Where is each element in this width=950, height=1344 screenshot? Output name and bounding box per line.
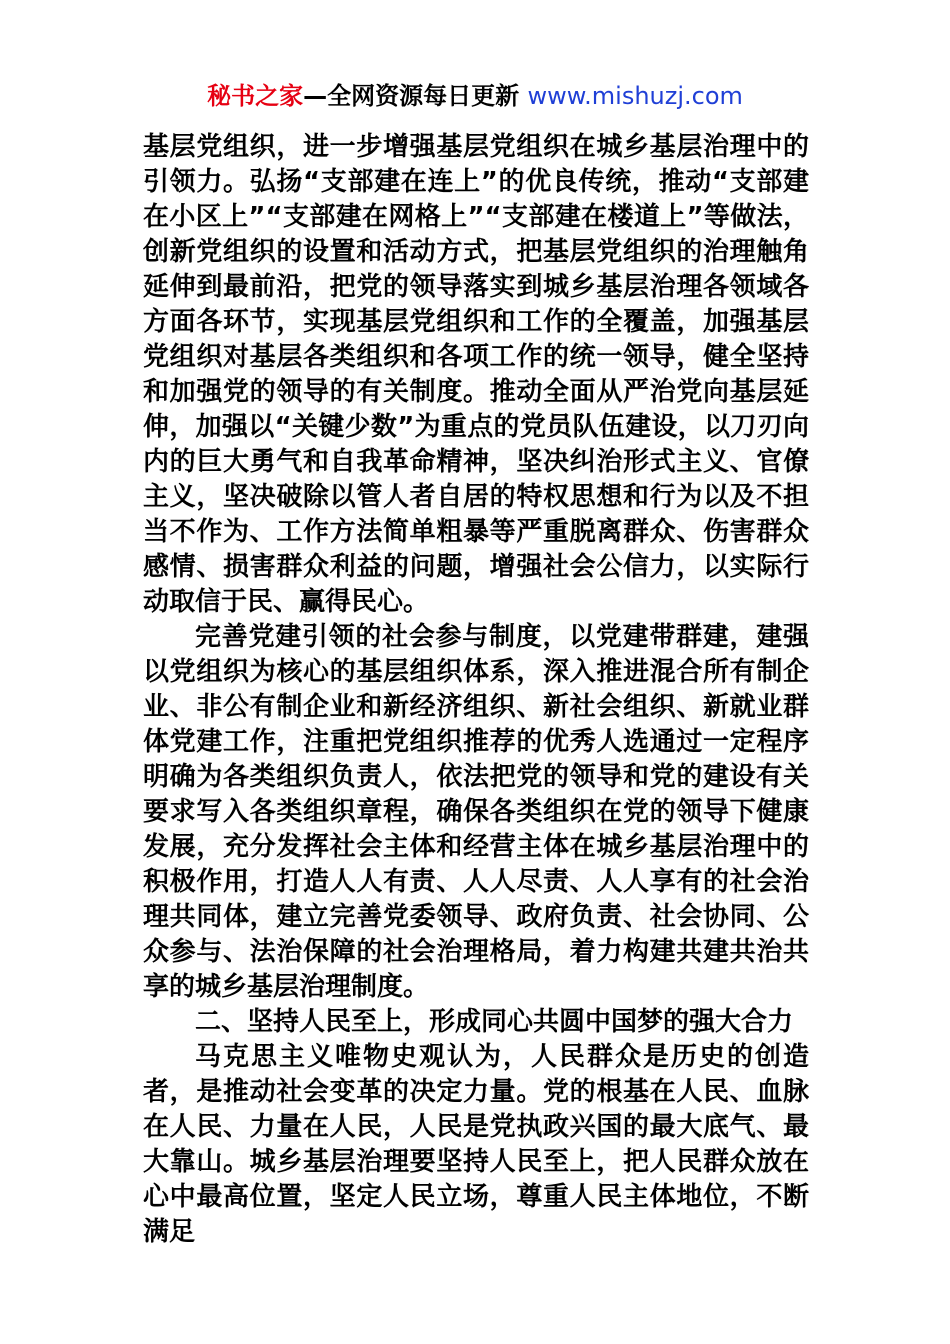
paragraph-1: 基层党组织，进一步增强基层党组织在城乡基层治理中的引领力。弘扬“支部建在连上”的优良传统，推动“支部建在小区上”“支部建在网格上”“支部建在楼道上”等做法，创新党组织的设置和活动方式，把基层党组织的治理触角延伸到最前沿，把党的领导落实到城乡基层治理各领域各方面各环节，实现基层党组织和工作的全覆盖，加强基层党组织对基层各类组织和各项工作的统一领导，健全坚持和加强党的领导的有关制度。推动全面从严治党向基层延伸，加强以“关键少数”为重点的党员队伍建设，以刀刃向内的巨大勇气和自我革命精神，坚决纠治形式主义、官僚主义，坚决破除以管人者自居的特权思想和行为以及不担当不作为、工作方法简单粗暴等严重脱离群众、伤害群众感情、损害群众利益的问题，增强社会公信力，以实际行动取信于民、赢得民心。 xyxy=(143,132,809,617)
header-tagline: 全网资源每日更新 xyxy=(327,82,528,110)
site-header xyxy=(0,80,950,112)
document-body xyxy=(143,130,809,1250)
paragraph-2: 完善党建引领的社会参与制度，以党建带群建，建强以党组织为核心的基层组织体系，深入推进混合所有制企业、非公有制企业和新经济组织、新社会组织、新就业群体党建工作，注重把党组织推荐的优秀人选通过一定程序明确为各类组织负责人，依法把党的领导和党的建设有关要求写入各类组织章程，确保各类组织在党的领导下健康发展，充分发挥社会主体和经营主体在城乡基层治理中的积极作用，打造人人有责、人人尽责、人人享有的社会治理共同体，建立完善党委领导、政府负责、社会协同、公众参与、法治保障的社会治理格局，着力构建共建共治共享的城乡基层治理制度。 xyxy=(143,622,809,1002)
section-heading: 二、坚持人民至上，形成同心共圆中国梦的强大合力 xyxy=(195,1007,794,1037)
header-dash: — xyxy=(303,82,328,110)
paragraph-3: 马克思主义唯物史观认为，人民群众是历史的创造者，是推动社会变革的决定力量。党的根基在人民、血脉在人民、力量在人民，人民是党执政兴国的最大底气、最大靠山。城乡基层治理要坚持人民至上，把人民群众放在心中最高位置，坚定人民立场，尊重人民主体地位，不断满足 xyxy=(143,1042,809,1247)
brand-name: 秘书之家 xyxy=(207,82,304,110)
site-url-link[interactable]: www.mishuzj.com xyxy=(527,82,743,110)
